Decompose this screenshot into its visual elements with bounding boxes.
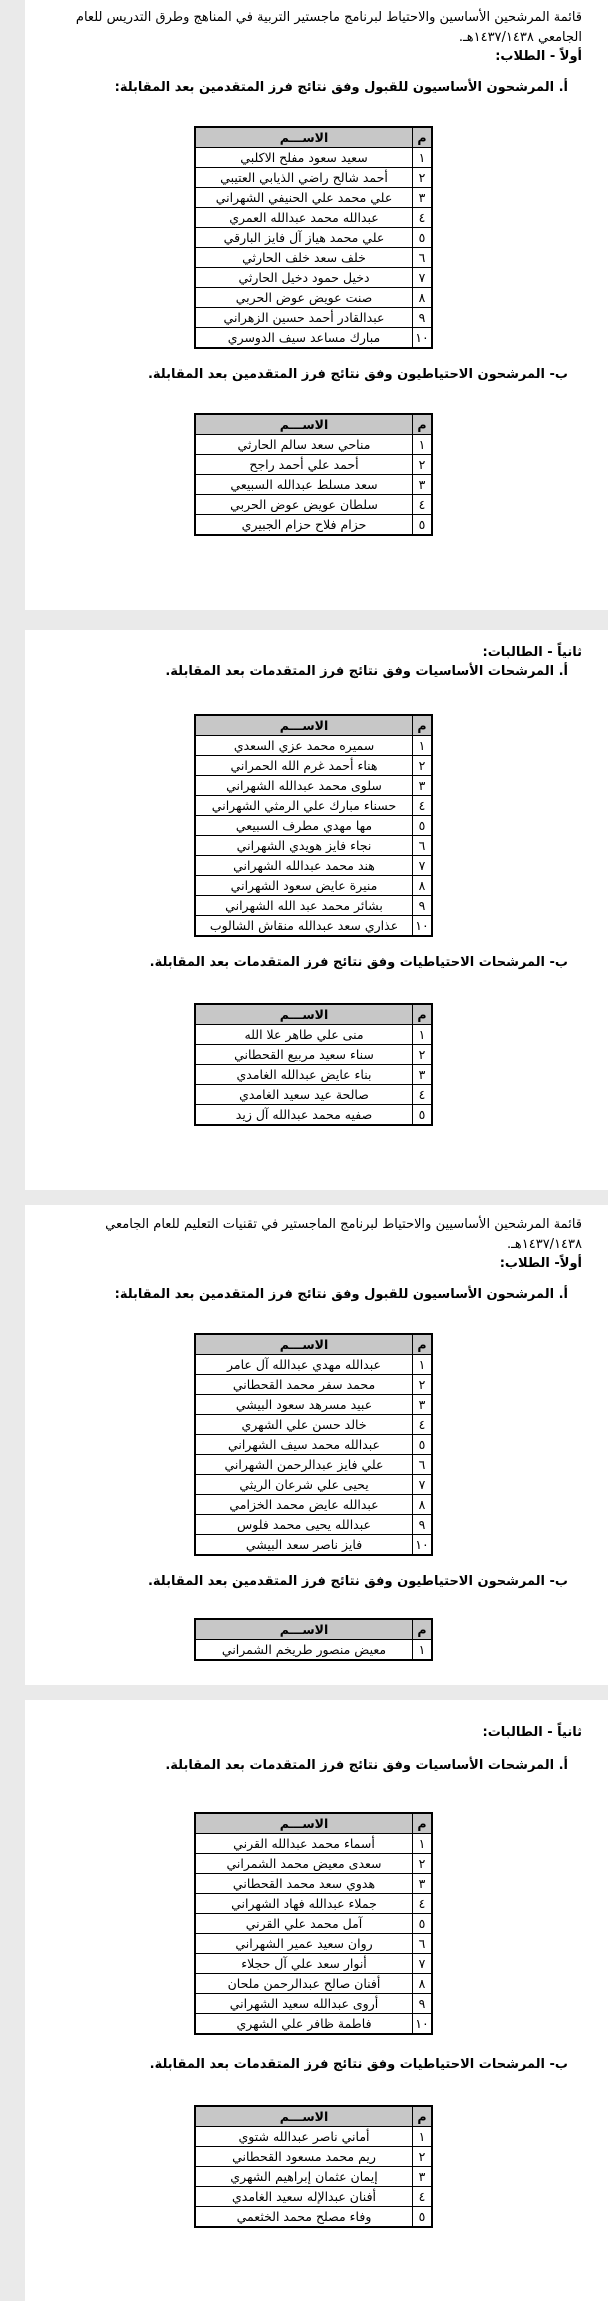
row-number: ٩ (413, 1515, 433, 1535)
row-number: ٣ (413, 188, 433, 208)
primary-list-title: أ. المرشحون الأساسيون للقبول وفق نتائج فرز المتقدمين بعد المقابلة: (114, 80, 568, 95)
row-name: منى علي طاهر علا الله (195, 1025, 413, 1045)
row-number: ٢ (413, 1375, 433, 1395)
row-name: عبيد مسرهد سعود البيشي (195, 1395, 413, 1415)
table-row (195, 1475, 432, 1495)
header-num: م (413, 1813, 433, 1834)
row-number: ١٠ (413, 1535, 433, 1556)
group-title: ثانياً - الطالبات: (482, 645, 582, 660)
section-intro: قائمة المرشحين الأساسين والاحتياط لبرنامج ماجستير التربية في المناهج وطرق التدريس للعام الجامعي ١٤٣٧/١٤٣٨هـ. (75, 10, 582, 45)
header-num: م (413, 2106, 433, 2127)
row-number: ١ (413, 1834, 433, 1854)
header-num: م (413, 414, 433, 435)
row-name: علي فايز عبدالرحمن الشهراني (195, 1455, 413, 1475)
row-name: سلوى محمد عبدالله الشهراني (195, 776, 413, 796)
table-header-row (195, 1619, 432, 1640)
table-row (195, 308, 432, 328)
table-row (195, 1085, 432, 1105)
reserve-list-title: ب- المرشحون الاحتياطيون وفق نتائج فرز المتقدمين بعد المقابلة. (147, 367, 568, 382)
row-name: سميره محمد عزي السعدي (195, 736, 413, 756)
table-row (195, 836, 432, 856)
table-row (195, 228, 432, 248)
table-header-row (195, 127, 432, 148)
row-number: ٨ (413, 1974, 433, 1994)
row-number: ١ (413, 1640, 433, 1661)
row-name: هناء أحمد غرم الله الحمراني (195, 756, 413, 776)
header-name: الاســـم (195, 414, 413, 435)
row-name: أماني ناصر عبدالله شتوي (195, 2127, 413, 2147)
table-row (195, 1025, 432, 1045)
table-row (195, 1375, 432, 1395)
row-number: ٢ (413, 455, 433, 475)
header-name: الاســـم (195, 1334, 413, 1355)
row-number: ١ (413, 736, 433, 756)
section-card-4 (25, 1700, 608, 2301)
row-name: عبدالله محمد عبدالله العمري (195, 208, 413, 228)
table-row (195, 1934, 432, 1954)
row-name: عبدالله يحيى محمد فلوس (195, 1515, 413, 1535)
header-name: الاســـم (195, 2106, 413, 2127)
header-name: الاســـم (195, 127, 413, 148)
row-number: ٣ (413, 776, 433, 796)
table-row (195, 816, 432, 836)
row-number: ٥ (413, 1914, 433, 1934)
table-row (195, 268, 432, 288)
row-number: ٩ (413, 896, 433, 916)
table-row (195, 1065, 432, 1085)
row-name: حسناء مبارك علي الرمثي الشهراني (195, 796, 413, 816)
table-row (195, 1914, 432, 1934)
table-row (195, 856, 432, 876)
group-title: ثانياً - الطالبات: (482, 1725, 582, 1740)
table-row (195, 1834, 432, 1854)
row-name: أنوار سعد علي آل حجلاء (195, 1954, 413, 1974)
table-header-row (195, 715, 432, 736)
row-number: ٤ (413, 208, 433, 228)
reserve-candidates-table (194, 1618, 433, 1661)
row-name: علي محمد علي الحنيفي الشهراني (195, 188, 413, 208)
row-name: بناء عايض عبدالله الغامدي (195, 1065, 413, 1085)
table-row (195, 896, 432, 916)
row-number: ٥ (413, 816, 433, 836)
table-row (195, 1894, 432, 1914)
table-row (195, 876, 432, 896)
reserve-list-title: ب- المرشحون الاحتياطيون وفق نتائج فرز المتقدمين بعد المقابلة. (147, 1574, 568, 1589)
section-card-1 (25, 0, 608, 610)
row-name: صالحة عيد سعيد الغامدي (195, 1085, 413, 1105)
row-name: محمد سفر محمد القحطاني (195, 1375, 413, 1395)
section-intro: قائمة المرشحين الأساسيين والاحتياط لبرنامج الماجستير في تقنيات التعليم للعام الجامعي ١٤٣٧/١٤٣٨هـ. (105, 1217, 582, 1252)
table-row (195, 495, 432, 515)
reserve-candidates-table (194, 413, 433, 536)
reserve-list-title: ب- المرشحات الاحتياطيات وفق نتائج فرز المتقدمات بعد المقابلة. (149, 955, 568, 970)
row-name: بشائر محمد عبد الله الشهراني (195, 896, 413, 916)
row-name: أفنان عبدالإله سعيد الغامدي (195, 2187, 413, 2207)
table-header-row (195, 1813, 432, 1834)
row-name: عذاري سعد عبدالله منقاش الشالوب (195, 916, 413, 937)
table-row (195, 188, 432, 208)
table-row (195, 248, 432, 268)
table-row (195, 1994, 432, 2014)
table-row (195, 2187, 432, 2207)
section-card-2 (25, 630, 608, 1190)
table-row (195, 1355, 432, 1375)
group-title: أولاً- الطلاب: (499, 1256, 582, 1271)
table-row (195, 2127, 432, 2147)
row-name: هدوي سعد محمد القحطاني (195, 1874, 413, 1894)
row-number: ٥ (413, 1105, 433, 1126)
row-number: ٤ (413, 1085, 433, 1105)
primary-list-title: أ. المرشحون الأساسيون للقبول وفق نتائج فرز المتقدمين بعد المقابلة: (114, 1287, 568, 1302)
row-number: ٢ (413, 168, 433, 188)
table-row (195, 208, 432, 228)
group-title: أولاً - الطلاب: (495, 49, 582, 64)
row-number: ٢ (413, 756, 433, 776)
table-row (195, 475, 432, 495)
row-name: علي محمد هياز آل فايز البارقي (195, 228, 413, 248)
row-name: إيمان عثمان إبراهيم الشهري (195, 2167, 413, 2187)
header-num: م (413, 1334, 433, 1355)
table-row (195, 796, 432, 816)
row-number: ١ (413, 2127, 433, 2147)
table-row (195, 756, 432, 776)
row-number: ١ (413, 1025, 433, 1045)
header-name: الاســـم (195, 1004, 413, 1025)
row-number: ٧ (413, 1954, 433, 1974)
row-name: وفاء مصلح محمد الخثعمي (195, 2207, 413, 2228)
primary-list-title: أ. المرشحات الأساسيات وفق نتائج فرز المتقدمات بعد المقابلة. (165, 1758, 568, 1773)
header-name: الاســـم (195, 715, 413, 736)
primary-candidates-table (194, 1812, 433, 2035)
primary-candidates-table (194, 126, 433, 349)
row-number: ٥ (413, 1435, 433, 1455)
row-name: أحمد علي أحمد راجح (195, 455, 413, 475)
row-name: سعيد سعود مفلح الاكلبي (195, 148, 413, 168)
row-name: جملاء عبدالله فهاد الشهراني (195, 1894, 413, 1914)
row-name: صنت عويض عوض الحربي (195, 288, 413, 308)
reserve-candidates-table (194, 2105, 433, 2228)
row-name: منيرة عايض سعود الشهراني (195, 876, 413, 896)
row-name: أروى عبدالله سعيد الشهراني (195, 1994, 413, 2014)
row-number: ٢ (413, 1045, 433, 1065)
row-number: ٨ (413, 876, 433, 896)
table-row (195, 1415, 432, 1435)
row-number: ٣ (413, 1395, 433, 1415)
table-row (195, 2014, 432, 2035)
primary-candidates-table (194, 714, 433, 937)
table-header-row (195, 1004, 432, 1025)
row-number: ٤ (413, 796, 433, 816)
table-row (195, 1854, 432, 1874)
row-name: عبدالقادر أحمد حسين الزهراني (195, 308, 413, 328)
row-name: دخيل حمود دخيل الحارثي (195, 268, 413, 288)
row-number: ١٠ (413, 916, 433, 937)
row-name: فاطمة ظافر علي الشهري (195, 2014, 413, 2035)
table-row (195, 776, 432, 796)
row-name: ريم محمد مسعود القحطاني (195, 2147, 413, 2167)
header-name: الاســـم (195, 1619, 413, 1640)
table-header-row (195, 414, 432, 435)
header-num: م (413, 1004, 433, 1025)
table-row (195, 455, 432, 475)
row-number: ٥ (413, 2207, 433, 2228)
row-name: نجاء فايز هويدي الشهراني (195, 836, 413, 856)
row-name: فايز ناصر سعد البيشي (195, 1535, 413, 1556)
table-header-row (195, 2106, 432, 2127)
table-row (195, 2167, 432, 2187)
row-number: ٤ (413, 495, 433, 515)
row-number: ٤ (413, 1415, 433, 1435)
row-name: مناحي سعد سالم الحارثي (195, 435, 413, 455)
row-name: صفيه محمد عبدالله آل زيد (195, 1105, 413, 1126)
row-number: ٢ (413, 1854, 433, 1874)
table-header-row (195, 1334, 432, 1355)
table-row (195, 515, 432, 536)
row-number: ٣ (413, 475, 433, 495)
row-number: ٦ (413, 248, 433, 268)
reserve-candidates-table (194, 1003, 433, 1126)
row-number: ٧ (413, 268, 433, 288)
row-number: ٩ (413, 308, 433, 328)
table-row (195, 148, 432, 168)
row-number: ٦ (413, 1934, 433, 1954)
row-number: ٣ (413, 1874, 433, 1894)
table-row (195, 1535, 432, 1556)
row-number: ٦ (413, 836, 433, 856)
row-name: يحيى علي شرعان الريثي (195, 1475, 413, 1495)
row-name: سعدى معيض محمد الشمراني (195, 1854, 413, 1874)
row-name: هند محمد عبدالله الشهراني (195, 856, 413, 876)
table-row (195, 736, 432, 756)
row-number: ١ (413, 148, 433, 168)
row-name: مبارك مساعد سيف الدوسري (195, 328, 413, 349)
table-row (195, 916, 432, 937)
table-row (195, 1640, 432, 1661)
row-number: ٤ (413, 2187, 433, 2207)
row-number: ١ (413, 435, 433, 455)
row-name: أفنان صالح عبدالرحمن ملحان (195, 1974, 413, 1994)
row-name: عبدالله محمد سيف الشهراني (195, 1435, 413, 1455)
row-number: ٨ (413, 1495, 433, 1515)
row-name: سعد مسلط عبدالله السبيعي (195, 475, 413, 495)
row-number: ١٠ (413, 328, 433, 349)
row-name: عبدالله عايض محمد الخزامي (195, 1495, 413, 1515)
row-number: ٢ (413, 2147, 433, 2167)
row-name: حزام فلاح حزام الجبيري (195, 515, 413, 536)
table-row (195, 1954, 432, 1974)
row-name: أحمد شالح راضي الذيابي العتيبي (195, 168, 413, 188)
row-number: ٦ (413, 1455, 433, 1475)
table-row (195, 1105, 432, 1126)
row-name: روان سعيد عمير الشهراني (195, 1934, 413, 1954)
row-number: ٧ (413, 1475, 433, 1495)
row-name: عبدالله مهدي عبدالله آل عامر (195, 1355, 413, 1375)
table-row (195, 2207, 432, 2228)
row-name: خالد حسن علي الشهري (195, 1415, 413, 1435)
table-row (195, 328, 432, 349)
header-num: م (413, 715, 433, 736)
table-row (195, 1045, 432, 1065)
header-num: م (413, 127, 433, 148)
table-row (195, 435, 432, 455)
section-card-3 (25, 1205, 608, 1685)
table-row (195, 288, 432, 308)
row-number: ٧ (413, 856, 433, 876)
table-row (195, 1515, 432, 1535)
table-row (195, 1435, 432, 1455)
row-number: ١٠ (413, 2014, 433, 2035)
row-number: ٤ (413, 1894, 433, 1914)
table-row (195, 2147, 432, 2167)
row-name: خلف سعد خلف الحارثي (195, 248, 413, 268)
row-number: ٥ (413, 228, 433, 248)
row-name: أسماء محمد عبدالله القرني (195, 1834, 413, 1854)
row-name: سناء سعيد مربيع القحطاني (195, 1045, 413, 1065)
row-number: ٨ (413, 288, 433, 308)
table-row (195, 1974, 432, 1994)
header-name: الاســـم (195, 1813, 413, 1834)
reserve-list-title: ب- المرشحات الاحتياطيات وفق نتائج فرز المتقدمات بعد المقابلة. (149, 2057, 568, 2072)
table-row (195, 1495, 432, 1515)
row-name: معيض منصور طريخم الشمراني (195, 1640, 413, 1661)
row-number: ١ (413, 1355, 433, 1375)
table-row (195, 1395, 432, 1415)
primary-candidates-table (194, 1333, 433, 1556)
row-name: آمل محمد علي القرني (195, 1914, 413, 1934)
header-num: م (413, 1619, 433, 1640)
table-row (195, 1455, 432, 1475)
row-number: ٣ (413, 2167, 433, 2187)
row-number: ٥ (413, 515, 433, 536)
row-name: مها مهدي مطرف السبيعي (195, 816, 413, 836)
row-number: ٩ (413, 1994, 433, 2014)
row-number: ٣ (413, 1065, 433, 1085)
primary-list-title: أ. المرشحات الأساسيات وفق نتائج فرز المتقدمات بعد المقابلة. (165, 664, 568, 679)
table-row (195, 168, 432, 188)
table-row (195, 1874, 432, 1894)
row-name: سلطان عويض عوض الحربي (195, 495, 413, 515)
